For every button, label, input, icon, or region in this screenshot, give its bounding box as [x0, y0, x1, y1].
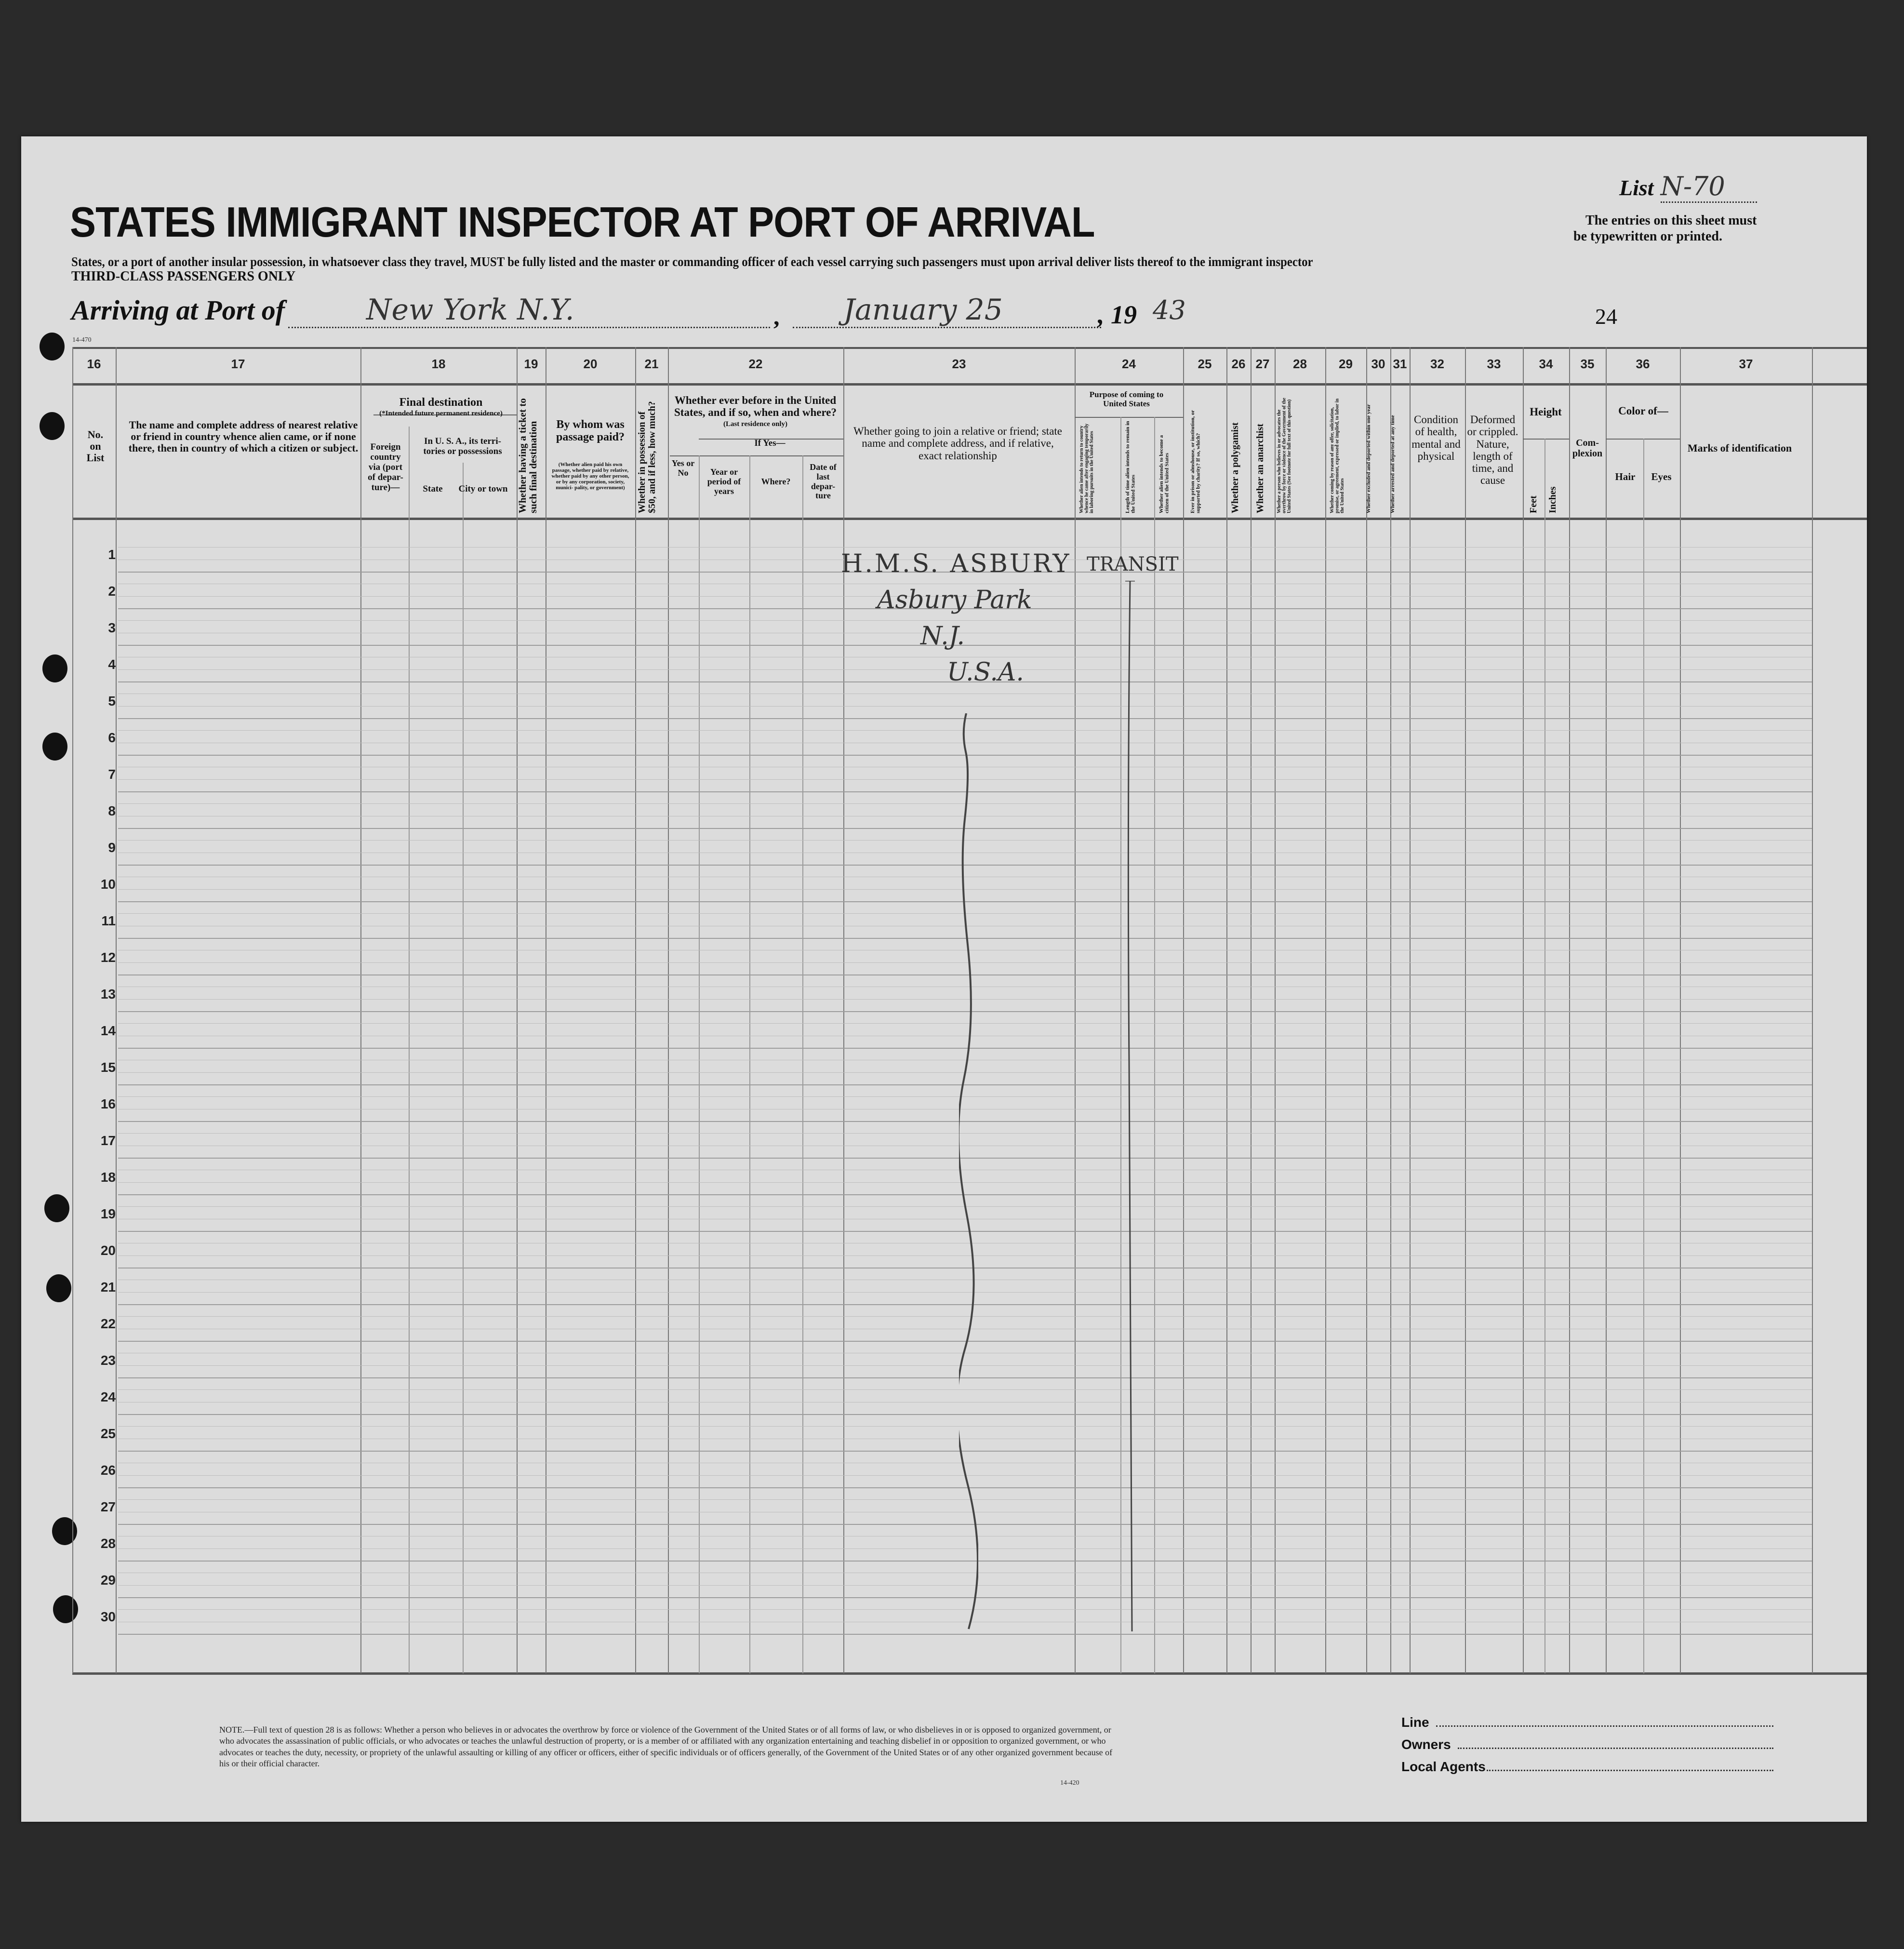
footnote: NOTE.—Full text of question 28 is as follows: Whether a person who believes in or advocates the overthrow by force or violence of the Government of the United States or of all forms of law, or who disbelieves in or is opposed to organized government, or who advocates the assassination of public officials, or who advocates or teaches the unlawful destruction of property, or is a member of or affiliated with any organization entertaining and teaching disbelief in or opposition to organized government, or who advocates or teaches the duty, necessity, or propriety of the unlawful assaulting or killing of any officer or officers, either of specific individuals or of officers generally, of the Government of the United States or of any other organized government because of his or their official character.	[219, 1725, 1113, 1769]
address-line-2: N.J.	[920, 622, 965, 651]
col18-foreign: Foreign country via (port of depar- ture)—	[368, 442, 403, 493]
column-subrule	[802, 455, 803, 1673]
col22-where: Where?	[761, 477, 791, 486]
port-value: New York N.Y.	[366, 293, 574, 327]
punch-hole	[44, 1194, 69, 1222]
column-number: 20	[583, 357, 598, 371]
col25-header: Ever in prison or almshouse, or institution, or supported by charity? If so, which?	[1190, 410, 1201, 513]
row-number: 27	[100, 1499, 116, 1514]
row-number: 30	[100, 1609, 116, 1624]
col24-title: Purpose of coming to United States	[1089, 390, 1164, 408]
column-number: 17	[231, 357, 245, 371]
purpose-entry: TRANSIT	[1087, 553, 1179, 575]
manifest-sheet	[21, 136, 1867, 1822]
column-number: 18	[431, 357, 446, 371]
col28-header: Whether a person who believes in or advocates the overthrow by force or violence of the Government of the United States (See footnote for full text of this question)	[1277, 398, 1292, 513]
ditto-line-col24	[1120, 581, 1140, 1636]
col35-header: Com- plexion	[1572, 438, 1603, 459]
row-number: 16	[100, 1096, 116, 1111]
row-number: 26	[100, 1463, 116, 1478]
entries-note-1: The entries on this sheet must	[1585, 213, 1757, 228]
port-label: Arriving at Port of	[71, 294, 285, 326]
col31-header: Whether arrested and deported at any time	[1390, 415, 1396, 513]
col17-header: The name and complete address of nearest relative or friend in country whence alien came, or if none there, then in country of which a citizen or subject.	[128, 419, 359, 454]
page-number: 24	[1595, 304, 1617, 329]
punch-hole	[42, 654, 67, 682]
row-rule	[118, 645, 1812, 646]
col22-yesno: Yes or No	[671, 458, 695, 478]
column-rule	[1366, 347, 1367, 1673]
col18-state: State	[423, 484, 443, 494]
col24-a: Whether alien intends to return to country whence he came after engaging temporarily in laboring pursuits in the United States	[1079, 423, 1094, 513]
col22-date: Date of last depar- ture	[810, 462, 837, 501]
column-number: 24	[1122, 357, 1136, 371]
column-rule	[1251, 347, 1252, 1673]
row-number: 15	[100, 1060, 116, 1075]
row-number: 6	[108, 730, 116, 745]
row-number: 5	[108, 694, 116, 708]
col21-header: Whether in possession of $50, and if less, how much?	[637, 401, 657, 513]
owners-label: Owners	[1401, 1737, 1451, 1752]
row-number: 18	[100, 1170, 116, 1185]
table-bottom-rule	[72, 1672, 1867, 1675]
punch-hole	[46, 1274, 71, 1302]
column-rule	[1183, 347, 1184, 1673]
subtitle-line-1: States, or a port of another insular possession, in whatsoever class they travel, MUST be fully listed and the master or commanding officer of each vessel carrying such passengers must upon arrival deliver lists thereof to the immigrant inspector	[71, 254, 1313, 269]
column-rule	[1465, 347, 1466, 1673]
owners-field	[1458, 1743, 1773, 1749]
column-number: 36	[1636, 357, 1650, 371]
col16-header: No. on List	[86, 428, 105, 464]
row-number: 23	[100, 1353, 116, 1368]
column-rule	[668, 347, 669, 1673]
column-number: 19	[524, 357, 538, 371]
column-number: 16	[87, 357, 101, 371]
punch-hole	[42, 733, 67, 761]
column-subrule	[1154, 417, 1155, 1673]
col19-header: Whether having a ticket to such final destination	[517, 398, 539, 513]
col34-feet: Feet	[1528, 495, 1539, 513]
col27-header: Whether an anarchist	[1255, 424, 1265, 513]
column-subrule	[699, 455, 700, 1673]
col26-header: Whether a polygamist	[1230, 422, 1240, 513]
row-number: 7	[108, 767, 116, 782]
col18-note: (*Intended future permanent residence)	[379, 410, 503, 417]
col29-header: Whether coming by reason of any offer, solicitation, promise, or agreement, expressed or implied, to labor in the United States	[1330, 398, 1345, 513]
row-number: 28	[100, 1536, 116, 1551]
row-number: 9	[108, 840, 116, 855]
port-comma: ,	[773, 303, 780, 330]
column-number: 34	[1539, 357, 1553, 371]
column-rule	[1275, 347, 1276, 1673]
row-number: 1	[108, 547, 116, 562]
column-number: 35	[1580, 357, 1595, 371]
column-rule	[635, 347, 636, 1673]
table-top-rule	[72, 347, 1867, 349]
col23-header: Whether going to join a relative or friend; state name and complete address, and if relative, exact relationship	[853, 425, 1062, 462]
agents-field	[1487, 1765, 1773, 1771]
column-number: 26	[1231, 357, 1246, 371]
column-number: 21	[644, 357, 659, 371]
date-value: January 25	[843, 293, 1003, 327]
footer-form-code: 14-420	[1060, 1779, 1079, 1787]
line-label: Line	[1401, 1715, 1429, 1730]
form-code: 14-470	[72, 336, 92, 344]
line-field	[1436, 1721, 1773, 1727]
column-number: 32	[1430, 357, 1444, 371]
punch-hole	[40, 333, 65, 360]
col36-eyes: Eyes	[1651, 471, 1672, 482]
col20-header: By whom was passage paid?	[556, 418, 625, 444]
row-number: 25	[100, 1426, 116, 1441]
column-rule	[1390, 347, 1391, 1673]
row-number: 14	[100, 1023, 116, 1038]
header-subrule	[1606, 439, 1680, 440]
header-subrule	[1523, 439, 1569, 440]
column-subrule	[749, 455, 750, 1673]
header-subrule	[670, 455, 843, 456]
col22-ifyes: If Yes—	[754, 438, 786, 448]
column-rule	[116, 347, 117, 1673]
col22-note: (Last residence only)	[723, 420, 788, 428]
row-number: 4	[108, 657, 116, 672]
col18-city: City or town	[458, 484, 508, 494]
entries-note-2: be typewritten or printed.	[1573, 229, 1722, 244]
column-number: 37	[1739, 357, 1753, 371]
agents-label: Local Agents	[1401, 1759, 1486, 1774]
column-rule	[1812, 347, 1813, 1673]
col24-b: Length of time alien intends to remain in the United States	[1125, 421, 1136, 513]
column-rule	[1606, 347, 1607, 1673]
row-rule	[118, 706, 1812, 707]
year-value: 43	[1153, 295, 1186, 325]
column-rule	[1226, 347, 1227, 1673]
column-number: 27	[1255, 357, 1270, 371]
column-number: 30	[1371, 357, 1385, 371]
address-line-1: Asbury Park	[877, 586, 1032, 614]
col34-title: Height	[1530, 406, 1562, 418]
row-number: 19	[100, 1206, 116, 1221]
col24-c: Whether alien intends to become a citizen of the United States	[1158, 435, 1170, 513]
address-line-3: U.S.A.	[947, 658, 1024, 687]
column-rule	[1523, 347, 1524, 1673]
row-number: 2	[108, 584, 116, 599]
list-value: N-70	[1661, 171, 1757, 203]
col36-title: Color of—	[1618, 405, 1668, 417]
col36-hair: Hair	[1615, 471, 1636, 482]
col32-header: Condition of health, mental and physical	[1411, 414, 1461, 462]
page-title: STATES IMMIGRANT INSPECTOR AT PORT OF ARRIVAL	[70, 198, 1095, 246]
col34-inches: Inches	[1547, 486, 1558, 513]
column-subrule	[463, 463, 464, 1673]
col30-header: Whether excluded and deported within one year	[1366, 404, 1371, 513]
list-number	[1619, 171, 1757, 203]
header-bottom-rule	[72, 518, 1867, 520]
row-number: 13	[100, 987, 116, 1001]
row-number: 29	[100, 1573, 116, 1588]
row-number: 12	[100, 950, 116, 965]
row-rule	[118, 1634, 1812, 1635]
column-rule	[1680, 347, 1681, 1673]
column-number: 28	[1293, 357, 1307, 371]
column-number: 23	[952, 357, 966, 371]
column-rule	[360, 347, 361, 1673]
column-number: 25	[1198, 357, 1212, 371]
col18-usa: In U. S. A., its terri- tories or possessions	[423, 436, 502, 456]
row-number: 21	[100, 1280, 116, 1295]
column-rule	[517, 347, 518, 1673]
column-rule	[1075, 347, 1076, 1673]
row-number: 17	[100, 1133, 116, 1148]
row-number: 24	[100, 1389, 116, 1404]
col18-title: Final destination	[399, 396, 483, 409]
year-prefix: , 19	[1098, 300, 1137, 329]
column-rule	[843, 347, 844, 1673]
row-number: 11	[101, 913, 116, 928]
ship-name-entry: H.M.S. ASBURY	[841, 549, 1071, 578]
col20-note: (Whether alien paid his own passage, whether paid by relative, whether paid by any other person, or by any corporation, society, munici- pality, or government)	[551, 462, 629, 491]
col33-header: Deformed or crippled. Nature, length of time, and cause	[1467, 414, 1518, 487]
row-number: 8	[108, 803, 116, 818]
column-rule	[1325, 347, 1326, 1673]
col37-header: Marks of identification	[1687, 442, 1792, 454]
list-label: List	[1619, 175, 1654, 200]
column-rule	[1410, 347, 1411, 1673]
col22-years: Year or period of years	[707, 467, 741, 496]
col22-title: Whether ever before in the United States, and if so, when and where?	[674, 394, 837, 419]
column-number: 33	[1487, 357, 1501, 371]
row-rule	[118, 620, 1812, 621]
ditto-line-col23	[959, 713, 978, 1634]
column-subrule	[409, 427, 410, 1673]
row-number: 20	[100, 1243, 116, 1258]
subtitle-line-2: THIRD-CLASS PASSENGERS ONLY	[71, 269, 296, 284]
row-number: 10	[100, 877, 116, 892]
row-number: 3	[108, 620, 116, 635]
column-number: 29	[1339, 357, 1353, 371]
column-number: 22	[748, 357, 763, 371]
punch-hole	[40, 412, 65, 440]
column-rule	[1569, 347, 1570, 1673]
colnum-rule	[72, 383, 1867, 386]
row-number: 22	[100, 1316, 116, 1331]
header-subrule	[1075, 417, 1183, 418]
column-number: 31	[1393, 357, 1407, 371]
